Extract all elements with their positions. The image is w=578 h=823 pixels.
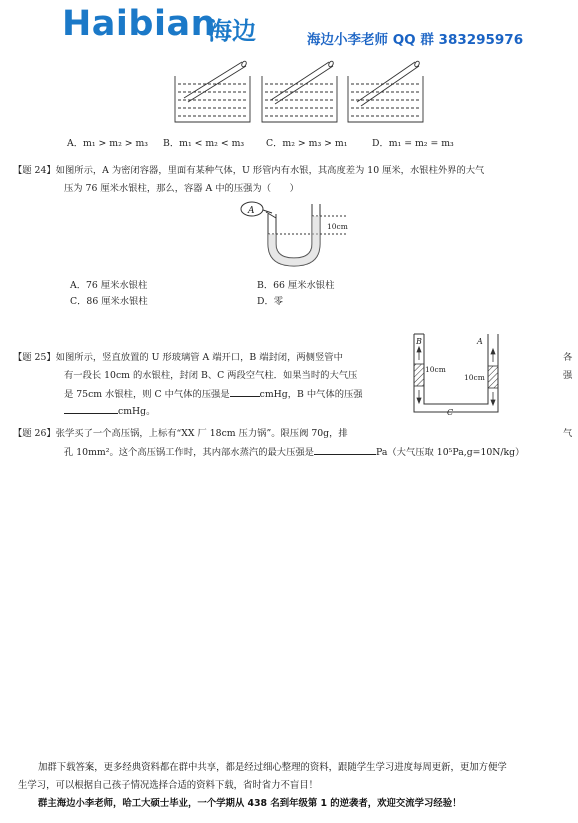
- q25-figure-label-right-height: 10cm: [464, 373, 485, 382]
- q25-line-1: 【题 25】如图所示，竖直放置的 U 形玻璃管 A 端开口，B 端封闭，两侧竖管中: [13, 352, 343, 363]
- q25-figure-label-b: B: [416, 337, 422, 346]
- q24-option-d: D．零: [257, 296, 284, 307]
- q25-figure-label-a: A: [477, 337, 483, 346]
- logo-cjk-text: 海边: [208, 17, 256, 45]
- q24-option-b: B．66 厘米水银柱: [257, 280, 335, 291]
- q24-figure-label-a: A: [248, 206, 255, 216]
- q24-line-1: 如图所示，A 为密闭容器，里面有某种气体，U 形管内有水银，其高度差为 10 厘米，水银柱外界的大气: [55, 165, 485, 176]
- q23-figures: [170, 56, 460, 126]
- q26-answer-blank[interactable]: [314, 444, 376, 455]
- mercury-left: [414, 364, 424, 386]
- q24-line-2: 压为 76 厘米水银柱，那么，容器 A 中的压强为（ ）: [64, 183, 299, 194]
- q25-line-2: 有一段长 10cm 的水银柱，封闭 B、C 两段空气柱．如果当时的大气压: [64, 370, 358, 381]
- q25-figure-label-left-height: 10cm: [425, 365, 446, 374]
- q25-line-1-right: 各: [563, 352, 573, 363]
- beaker-2: [262, 60, 337, 122]
- q24-figure-label-height: 10cm: [327, 222, 348, 231]
- q24-figure: [236, 196, 356, 276]
- q23-option-c: C．m₂ > m₃ > m₁: [266, 138, 348, 149]
- q25-line-3: 是 75cm 水银柱，则 C 中气体的压强是 cmHg，B 中气体的压强: [64, 386, 363, 403]
- q23-option-d: D．m₁ = m₂ = m₃: [372, 138, 454, 149]
- q25-figure: [410, 330, 500, 418]
- q26-line-1: 【题 26】张学买了一个高压锅，上标有“XX 厂 18cm 压力锅”。限压阀 70g，排: [13, 428, 348, 439]
- header-logo: [62, 4, 272, 48]
- q26-line-1-right: 气: [563, 428, 573, 439]
- footer-line-2: 生学习，可以根据自己孩子情况选择合适的资料下载，省时省力不盲目！: [18, 780, 319, 791]
- q23-option-b: B．m₁ < m₂ < m₃: [163, 138, 245, 149]
- q26-label: 【题 26】: [13, 428, 56, 439]
- beaker-1: [175, 60, 250, 122]
- footer-line-3: 群主海边小李老师，哈工大硕士毕业，一个学期从 438 名到年级第 1 的逆袭者，欢迎交流学习经验！: [38, 798, 462, 809]
- q23-option-a: A．m₁ > m₂ > m₃: [67, 138, 149, 149]
- u-tube-inner: [276, 204, 312, 258]
- q24-option-a: A．76 厘米水银柱: [70, 280, 148, 291]
- logo-latin-text: Haibian: [62, 4, 216, 44]
- mercury-right: [488, 366, 498, 388]
- beaker-3: [348, 60, 423, 122]
- q26-line-2: 孔 10mm²。这个高压锅工作时，其内部水蒸汽的最大压强是 Pa（大气压取 10⁵Pa,g=10N/kg）: [64, 444, 524, 461]
- qq-group-line: 海边小李老师 QQ 群 383295976: [307, 32, 524, 48]
- q25-figure-label-c: C: [447, 408, 454, 417]
- q24-option-c: C．86 厘米水银柱: [70, 296, 148, 307]
- q25-label: 【题 25】: [13, 352, 56, 363]
- q25-answer-blank-b[interactable]: [64, 403, 118, 414]
- q25-line-2-right: 强: [563, 370, 573, 381]
- q24-question: [13, 163, 484, 179]
- footer-line-1: 加群下载答案，更多经典资料都在群中共享，都是经过细心整理的资料，跟随学生学习进度每周更新，更加方便学: [38, 762, 507, 773]
- q25-line-4: cmHg。: [64, 403, 155, 420]
- q24-label: 【题 24】: [13, 165, 56, 176]
- q25-answer-blank-c[interactable]: [230, 386, 260, 397]
